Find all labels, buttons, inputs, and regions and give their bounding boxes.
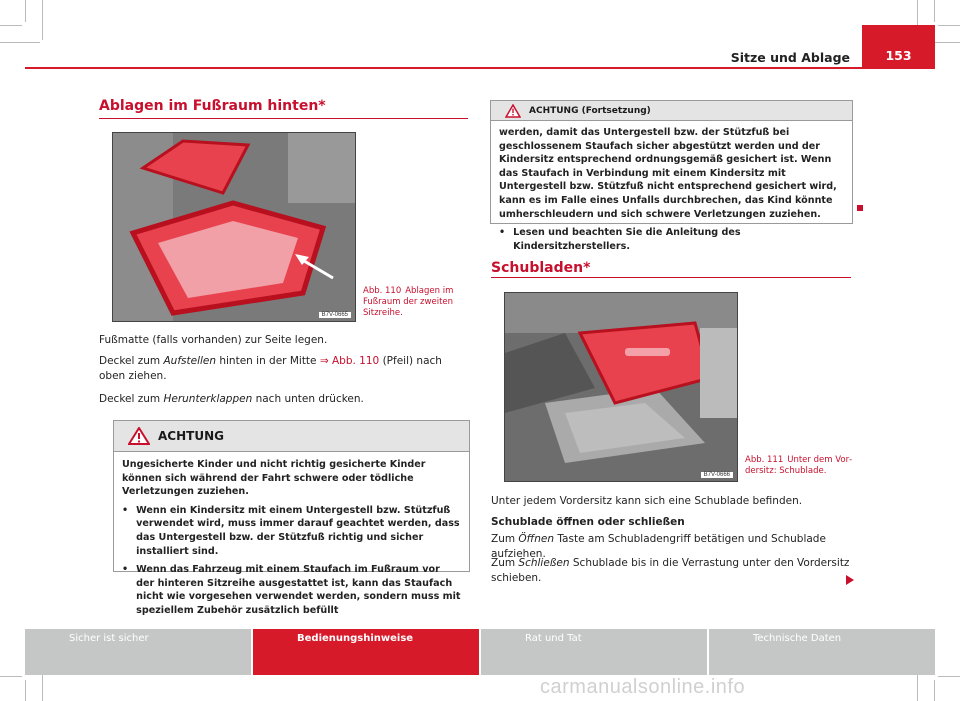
paragraph [99,392,468,407]
warning-header [114,421,469,452]
warning-bullet-text: Wenn ein Kindersitz mit einem Untergestell bzw. Stützfuß verwendet wird, muss immer darauf geachtet werden, dass das Untergestell bzw. der Stützfuß richtig und sicher installiert sind. [136,504,460,557]
running-header-title: Sitze und Ablage [730,50,850,65]
footer-tab-bedienungshinweise[interactable]: Bedienungshinweise [253,629,479,675]
warning-title: ACHTUNG [158,429,224,443]
warning-box-continued [490,100,853,252]
footwell-illustration [113,133,355,321]
figure-code: B7V-0665 [319,312,351,318]
figure-footwell-storage [112,132,356,322]
warning-triangle-icon [505,104,521,118]
emphasis: Schließen [518,557,570,569]
page-number: 153 [862,25,935,67]
crop-mark [938,25,960,26]
warning-bullet: • Lesen und beachten Sie die Anleitung des Kindersitzherstellers. [499,226,844,253]
text-run: (Pfeil) nach oben ziehen. [99,355,442,382]
warning-title: ACHTUNG (Fortsetzung) [529,105,651,116]
warning-bullet: • Wenn ein Kindersitz mit einem Untergestell bzw. Stützfuß verwendet wird, muss immer darauf geachtet werden, dass das Untergestell bzw. der Stützfuß richtig und sicher installiert sind. [122,504,460,557]
warning-intro: Ungesicherte Kinder und nicht richtig gesicherte Kinder können sich während der Fahrt schwere oder tödliche Verletzungen zuziehen. [122,459,426,498]
text-run: Deckel zum [99,355,164,367]
crop-mark [934,0,935,22]
subheading: Schublade öffnen oder schließen [491,516,685,528]
section-heading-footwell: Ablagen im Fußraum hinten* [99,98,326,114]
warning-bullet: • Wenn das Fahrzeug mit einem Staufach im Fußraum vor der hinteren Sitzreihe ausgestattet ist, kann das Staufach nicht wie vorgesehen verwendet werden, sondern muss mit speziellem Zubehör zusätzlich befüllt [122,564,461,616]
warning-bullet-text: Wenn das Fahrzeug mit einem Staufach im Fußraum vor der hinteren Sitzreihe ausgestattet ist, kann das Staufach nicht wie vorgesehen verwendet werden, sondern muss mit speziellem Zubehör zusätzlich befüllt [136,564,461,616]
warning-header [491,101,852,121]
emphasis: Öffnen [518,533,555,545]
crop-mark [25,0,26,22]
footer-tab-sicher[interactable]: Sicher ist sicher [25,629,251,675]
continue-arrow-icon [846,575,854,585]
warning-body [114,452,469,629]
figure-label: Abb. 110 [363,286,402,296]
text-run: Schublade bis in die Verrastung unter den Vordersitz schieben. [491,557,850,584]
crop-mark [934,680,935,701]
figure-drawer [504,292,738,482]
crop-mark [0,25,22,26]
figure-code: B7V-0666 [701,472,733,478]
text-run: nach unten drücken. [252,393,364,405]
figure-caption-text: Unter dem Vordersitz: Schublade. [745,455,853,476]
text-run: Deckel zum [99,393,164,405]
figure-caption [745,455,855,477]
emphasis: Aufstellen [163,355,217,367]
warning-box [113,420,470,616]
paragraph [99,354,468,384]
crop-mark [0,42,40,43]
figure-reference-link[interactable]: ⇒ Abb. 110 [319,355,380,367]
figure-caption-text: Ablagen im Fußraum der zweiten Sitzreihe. [363,286,454,318]
warning-triangle-icon [128,427,150,445]
watermark: carmanualsonline.info [540,676,746,698]
section-rule [99,118,468,119]
warning-bullet-text: Lesen und beachten Sie die Anleitung des Kindersitzherstellers. [513,227,741,252]
text-run: Taste am Schubladengriff betätigen und Schublade aufziehen. [491,533,826,560]
footer-tab-rat-und-tat[interactable]: Rat und Tat [481,629,707,675]
section-end-mark [857,205,863,211]
crop-mark [938,676,960,677]
text-run: Zum [491,533,519,545]
header-rule [25,67,935,69]
warning-text: werden, damit das Untergestell bzw. der Stützfuß bei geschlossenem Staufach sicher abgestützt werden und der Kindersitz entsprechend ordnungsgemäß gesichert ist. Wenn das Staufach in Verbindung mit einem Kindersitz mit Untergestell bzw. Stützfuß nicht entsprechend gesichert wird, kann es im Falle eines Unfalls durchbrechen, das Kind könnte umherschleudern und sich schwere Verletzungen zuziehen. [499,127,837,220]
crop-mark [0,676,22,677]
emphasis: Herunterklappen [163,393,253,405]
drawer-illustration [505,293,737,481]
warning-body [491,121,852,264]
footer-nav [25,629,935,675]
text-run: hinten in der Mitte [216,355,320,367]
paragraph: Unter jedem Vordersitz kann sich eine Schublade befinden. [491,495,803,507]
crop-mark [42,0,43,40]
footer-tab-technische-daten[interactable]: Technische Daten [709,629,935,675]
section-heading-drawers: Schubladen* [491,260,591,276]
paragraph: Fußmatte (falls vorhanden) zur Seite legen. [99,334,328,346]
paragraph [491,556,851,586]
section-rule [491,277,851,278]
text-run: Zum [491,557,519,569]
figure-label: Abb. 111 [745,455,784,465]
figure-caption [363,286,458,319]
crop-mark [25,680,26,701]
